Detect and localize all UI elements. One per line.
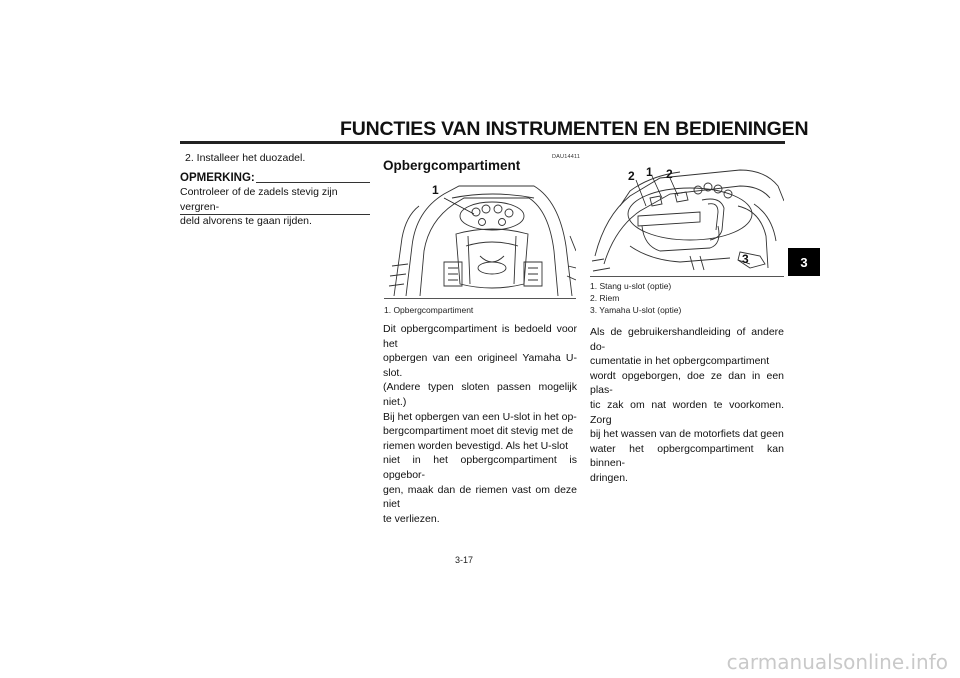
callout-1: 1 <box>646 165 653 179</box>
caption-line: 1. Stang u-slot (optie) <box>590 281 672 291</box>
header-rule <box>180 141 785 144</box>
note-text <box>180 185 370 229</box>
storage-body-text <box>383 322 577 526</box>
page-header-title: FUNCTIES VAN INSTRUMENTEN EN BEDIENINGEN <box>340 118 809 140</box>
callout-2a: 2 <box>628 169 635 183</box>
step-install-seat: 2. Installeer het duozadel. <box>185 152 306 164</box>
text-line: cumentatie in het opbergcompartiment <box>590 355 770 368</box>
text-line: gen, maak dan de riemen vast om deze niet <box>383 483 577 511</box>
text-line: (Andere typen sloten passen mogelijk niet.) <box>383 381 577 408</box>
watermark: carmanualsonline.info <box>726 650 948 674</box>
text-line: wordt opgeborgen, doe ze dan in een plas- <box>590 369 784 397</box>
caption-line: 2. Riem <box>590 293 620 304</box>
text-line: bergcompartiment moet dit stevig met de <box>383 425 574 438</box>
caption-line: 3. Yamaha U-slot (optie) <box>590 305 682 316</box>
text-line: niet in het opbergcompartiment is opgebor- <box>383 454 577 481</box>
figure-captions <box>590 280 681 317</box>
u-lock-illustration <box>590 156 784 276</box>
figure-caption: 1. Opbergcompartiment <box>384 305 474 315</box>
storage-compartment-illustration <box>384 176 576 298</box>
page-number: 3-17 <box>455 555 474 565</box>
text-line: Bij het opbergen van een U-slot in het op- <box>383 410 577 423</box>
note-heading: OPMERKING: <box>180 172 255 184</box>
text-line: water het opbergcompartiment kan binnen- <box>590 442 784 470</box>
text-line: riemen worden bevestigd. Als het U-slot <box>383 439 569 452</box>
text-line: dringen. <box>590 471 628 484</box>
note-line: deld alvorens te gaan rijden. <box>180 215 312 228</box>
section-title: Opbergcompartiment <box>383 158 521 173</box>
chapter-tab[interactable]: 3 <box>788 248 820 276</box>
text-line: Als de gebruikershandleiding of andere do- <box>590 326 784 353</box>
note-heading-rule <box>256 182 370 183</box>
note-end-rule <box>180 214 370 215</box>
document-code: DAU14411 <box>552 154 581 160</box>
callout-3: 3 <box>742 252 749 266</box>
text-line: te verliezen. <box>383 512 440 525</box>
documentation-body-text <box>590 325 784 486</box>
text-line: bij het wassen van de motorfiets dat geen <box>590 428 784 441</box>
text-line: tic zak om nat worden te voorkomen. Zorg <box>590 398 784 426</box>
storage-compartment-figure <box>384 176 576 299</box>
callout-1: 1 <box>432 183 439 197</box>
u-lock-figure <box>590 156 784 277</box>
callout-2b: 2 <box>666 167 673 181</box>
note-line: Controleer of de zadels stevig zijn vergren- <box>180 186 338 213</box>
text-line: opbergen van een origineel Yamaha U-slot. <box>383 352 577 379</box>
text-line: Dit opbergcompartiment is bedoeld voor het <box>383 323 577 350</box>
